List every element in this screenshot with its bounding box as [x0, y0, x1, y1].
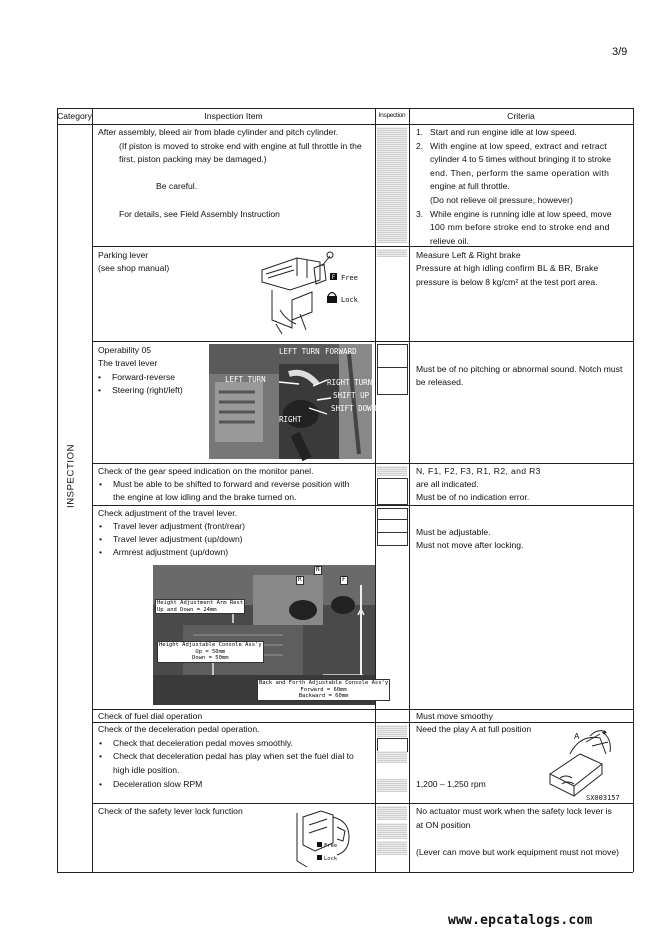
decel-bullet: • Check that deceleration pedal moves smoothly.	[113, 737, 293, 751]
photo-label-forward: FORWARD	[325, 347, 357, 356]
operability-criteria-line: be released.	[416, 377, 464, 387]
gear-bullet-cont: the engine at low idling and the brake turned on.	[113, 492, 297, 502]
adjust-item-title: Check adjustment of the travel lever.	[98, 508, 238, 518]
bleed-criteria-line: relieve oil.	[430, 236, 469, 246]
parking-free-label: Free	[341, 274, 358, 282]
adjust-criteria-line: Must be adjustable.	[416, 527, 491, 537]
parking-criteria-line: pressure is below 8 kg/cm² at the test port area.	[416, 277, 598, 287]
bleed-criteria-line: With engine at low speed, extract and retract	[430, 141, 607, 151]
operability-item-sub: The travel lever	[98, 358, 158, 368]
operability-criteria-line: Must be of no pitching or abnormal sound. Notch must	[416, 364, 623, 374]
operability-item-title: Operability 05	[98, 345, 152, 355]
photo-label-right: RIGHT	[279, 415, 302, 424]
travel-lever-photo	[209, 344, 377, 459]
gear-criteria-line: Must be of no indication error.	[416, 492, 530, 502]
photo-label-shift-down: SHIFT DOWN	[331, 404, 377, 413]
gear-item-title: Check of the gear speed indication on the monitor panel.	[98, 466, 314, 476]
photo-label-f: F	[342, 576, 346, 583]
operability-bullet: • Forward-reverse	[112, 371, 175, 385]
bleed-criteria-line: (Do not relieve oil pressure, however)	[430, 195, 573, 205]
parking-criteria-line: Measure Left & Right brake	[416, 250, 521, 260]
adjust-bullet: • Travel lever adjustment (up/down)	[113, 533, 243, 547]
header-category: Category	[57, 111, 92, 121]
fuel-criteria: Must move smoothy	[416, 711, 493, 721]
footer-url[interactable]: www.epcatalogs.com	[448, 913, 593, 928]
bleed-criteria-num: 3.	[416, 209, 424, 219]
photo-label-n: N	[316, 566, 320, 573]
operability-bullet: • Steering (right/left)	[112, 384, 183, 398]
header-inspection-item: Inspection Item	[204, 111, 263, 121]
parking-lever-figure	[252, 250, 364, 336]
gear-bullet: • Must be able to be shifted to forward and reverse position with	[113, 478, 349, 492]
bleed-criteria-line: 100 mm before stroke end to stroke end and	[430, 222, 610, 232]
header-criteria: Criteria	[507, 111, 535, 121]
svg-text:F: F	[331, 274, 336, 281]
parking-lock-label: Lock	[341, 296, 358, 304]
photo-label-left-turn: LEFT TURN	[279, 347, 320, 356]
back-forth-callout: Back and Forth Adjustable Console Ass'y Forward = 60mm Backward = 60mm	[259, 680, 389, 699]
header-inspection: Inspection	[378, 112, 406, 119]
safety-item: Check of the safety lever lock function	[98, 806, 243, 816]
adjust-bullet: • Travel lever adjustment (front/rear)	[113, 520, 245, 534]
bleed-criteria-line: Start and run engine idle at low speed.	[430, 127, 577, 137]
bleed-criteria-line: While engine is running idle at low speed, move	[430, 209, 612, 219]
safety-criteria-line: (Lever can move but work equipment must not move)	[416, 847, 619, 857]
decel-bullet: • Check that deceleration pedal has play when set the fuel dial to	[113, 750, 354, 764]
figure-code: SX003157	[586, 794, 620, 802]
bleed-criteria-line: end. Then, perform the same operation with	[430, 168, 610, 178]
gear-criteria-line: are all indicated.	[416, 479, 479, 489]
bleed-item-line: first, piston packing may be damaged.)	[119, 154, 267, 164]
safety-free-label: Free	[324, 843, 338, 849]
deceleration-pedal-figure	[540, 724, 630, 802]
bleed-item-line: Be careful.	[156, 181, 198, 191]
bleed-item-line: (If piston is moved to stroke end with engine at full throttle in the	[119, 141, 362, 151]
photo-label-r: R	[298, 576, 302, 583]
bleed-item-line: For details, see Field Assembly Instruction	[119, 209, 280, 219]
decel-bullet-cont: high idle position.	[113, 765, 180, 775]
decel-criteria-line: Need the play A at full position	[416, 724, 532, 734]
decel-criteria-line: 1,200 – 1,250 rpm	[416, 779, 486, 789]
armrest-callout: Height Adjustment Arm Rest Up and Down = 24mm	[157, 600, 244, 613]
decel-bullet: • Deceleration slow RPM	[113, 778, 202, 792]
safety-criteria-line: No actuator must work when the safety lock lever is	[416, 806, 612, 816]
bleed-criteria-line: cylinder 4 to 5 times without bringing it to stroke	[430, 154, 612, 164]
adjust-bullet: • Armrest adjustment (up/down)	[113, 546, 228, 560]
parking-item-title: Parking lever	[98, 250, 149, 260]
safety-criteria-line: at ON position	[416, 820, 471, 830]
bleed-item-line: After assembly, bleed air from blade cylinder and pitch cylinder.	[98, 127, 339, 137]
category-label: INSPECTION	[65, 443, 77, 509]
bleed-criteria-line: engine at full throttle.	[430, 181, 510, 191]
page-number: 3/9	[612, 46, 628, 58]
console-callout: Height Adjustable Console Ass'y Up = 50mm Down = 50mm	[159, 642, 262, 661]
bleed-criteria-num: 1.	[416, 127, 424, 137]
photo-label-right-turn: RIGHT TURN	[327, 378, 373, 387]
safety-lever-figure	[293, 807, 355, 869]
bleed-criteria-num: 2.	[416, 141, 424, 151]
fuel-item: Check of fuel dial operation	[98, 711, 203, 721]
safety-lock-label: Lock	[324, 856, 338, 862]
decel-item-title: Check of the deceleration pedal operation.	[98, 724, 260, 734]
photo-label-left-turn-2: LEFT TURN	[225, 375, 266, 384]
parking-item-note: (see shop manual)	[98, 263, 170, 273]
parking-criteria-line: Pressure at high idling confirm BL & BR, Brake	[416, 263, 599, 273]
gear-criteria-line: N, F1, F2, F3, R1, R2, and R3	[416, 466, 541, 476]
adjust-criteria-line: Must not move after locking.	[416, 540, 524, 550]
lever-adjustment-photo	[153, 565, 389, 705]
photo-label-shift-up: SHIFT UP	[333, 391, 370, 400]
pedal-play-a-label: A	[574, 732, 580, 741]
